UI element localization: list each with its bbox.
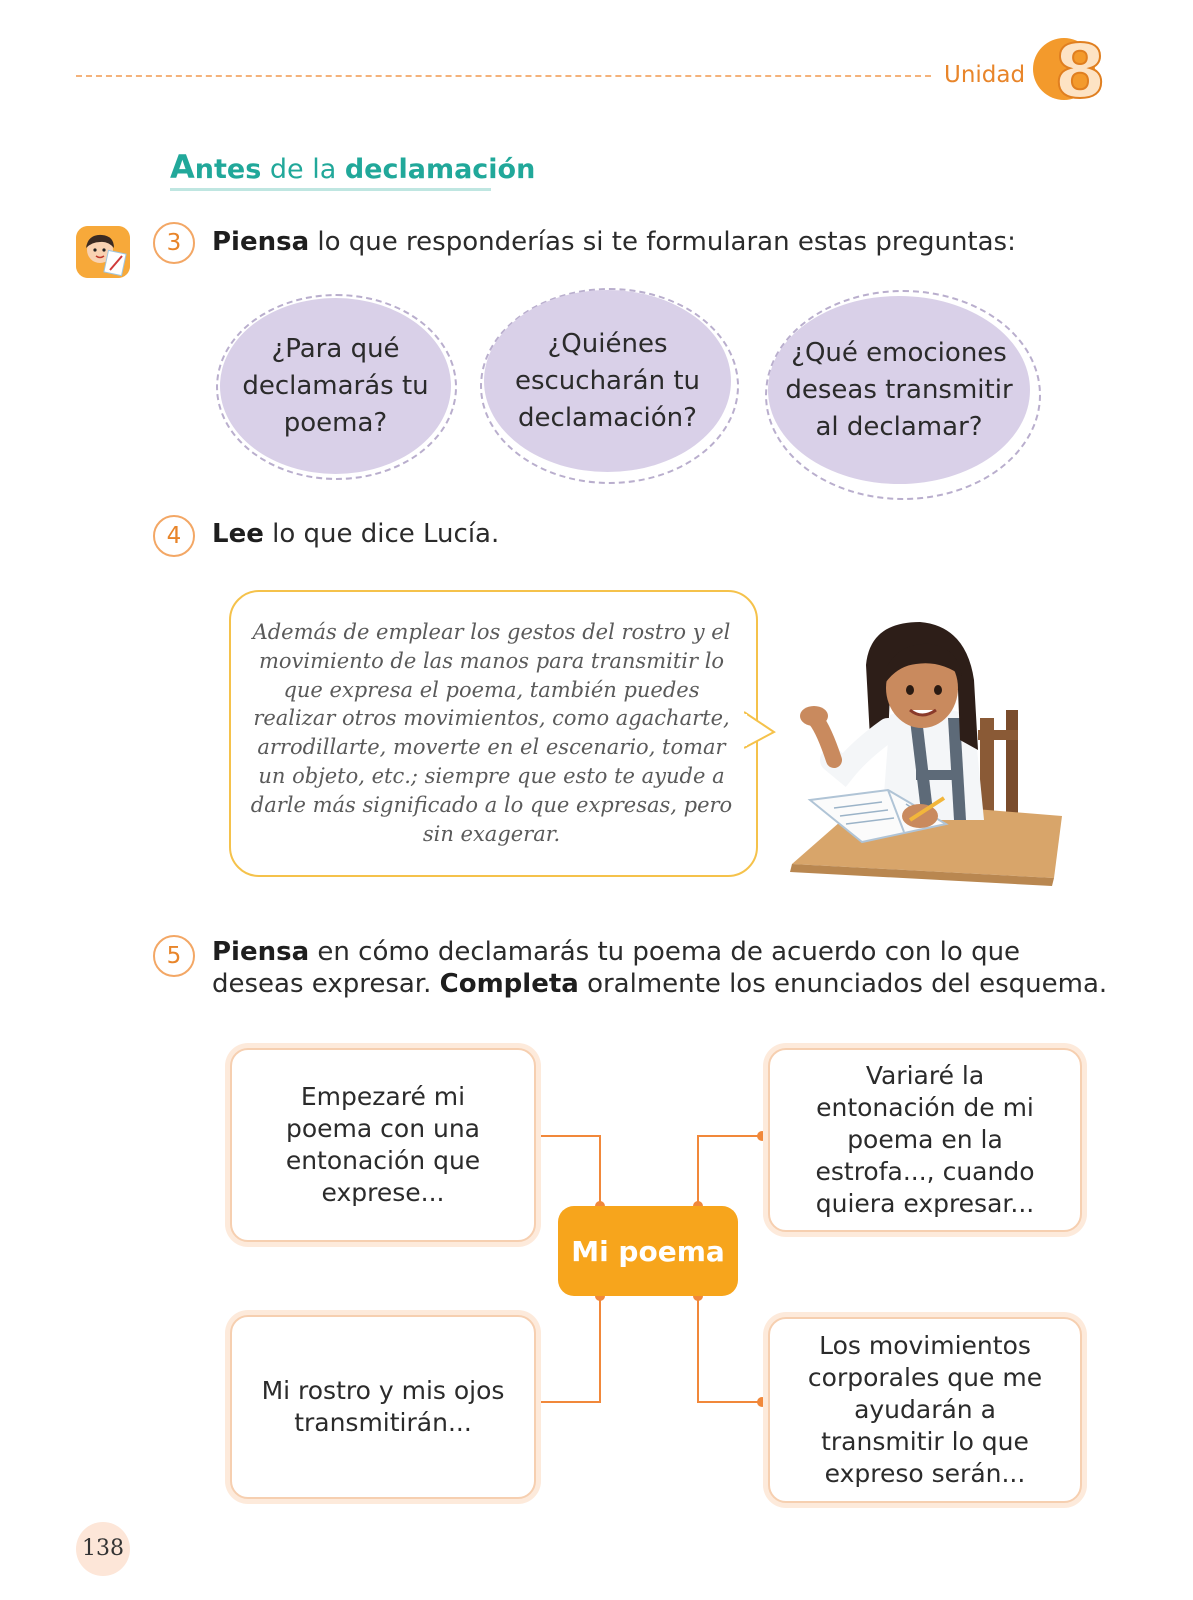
scheme-box-bottom-left: Mi rostro y mis ojos transmitirán... (230, 1315, 536, 1499)
step5-instruction: Piensa en cómo declamarás tu poema de acuerdo con lo que deseas expresar. Completa oralmente los enunciados del esquema. (212, 937, 1108, 999)
question-bubble: ¿Para qué declamarás tu poema? (220, 298, 451, 474)
question-bubble: ¿Qué emociones deseas transmitir al declamar? (768, 296, 1030, 484)
question-bubble: ¿Quiénes escucharán tu declamación? (484, 290, 731, 472)
unit-number: 8 (1054, 29, 1106, 115)
unit-label: Unidad (944, 62, 1026, 88)
page-number: 138 (76, 1522, 130, 1576)
step-number-3: 3 (153, 222, 195, 264)
step-number-4: 4 (153, 515, 195, 557)
lucia-speech-text: Además de emplear los gestos del rostro y el movimiento de las manos para transmitir lo que expresa el poema, también puedes realizar otros movimientos, como agacharte, arrodillarte, moverte en el escenario, tomar un objeto, etc.; siempre que esto te ayude a darle más significado a lo que expresas, pero sin exagerar. (250, 620, 733, 846)
step4-instruction: Lee lo que dice Lucía. (212, 519, 500, 549)
section-title: Antes de la declamación (170, 148, 536, 186)
scheme-box-bottom-right: Los movimientos corporales que me ayudarán a transmitir lo que expreso serán... (768, 1317, 1082, 1503)
scheme-center-box: Mi poema (558, 1206, 738, 1296)
step3-instruction: Piensa lo que responderías si te formularan estas preguntas: (212, 227, 1016, 257)
step-number-5: 5 (153, 935, 195, 977)
scheme-box-top-right: Variaré la entonación de mi poema en la estrofa..., cuando quiera expresar... (768, 1048, 1082, 1232)
scheme-box-top-left: Empezaré mi poema con una entonación que exprese... (230, 1048, 536, 1242)
